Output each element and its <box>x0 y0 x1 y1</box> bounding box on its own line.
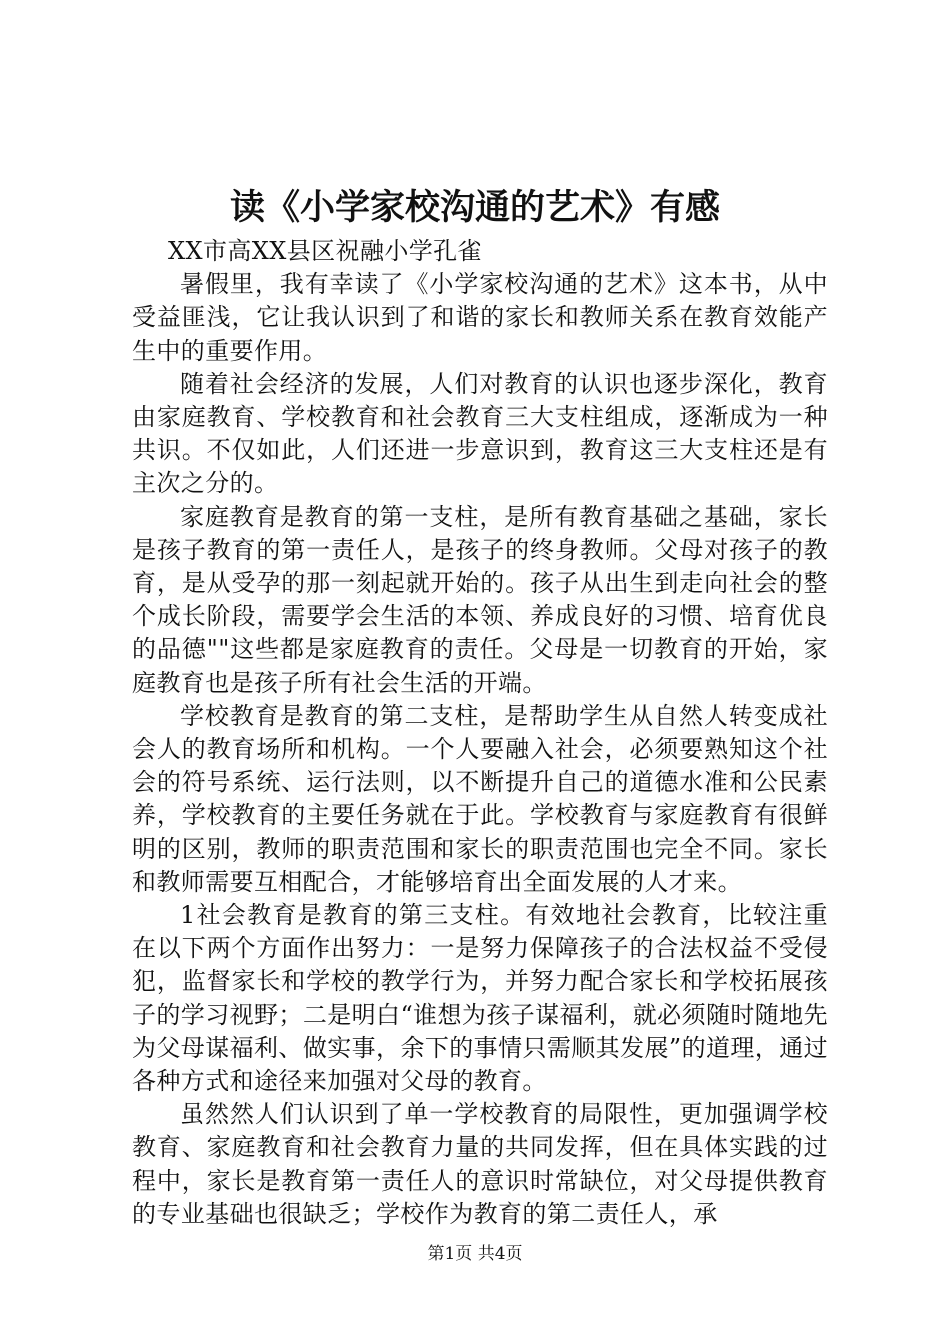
paragraph: 家庭教育是教育的第一支柱，是所有教育基础之基础，家长是孩子教育的第一责任人，是孩子的终身教师。父母对孩子的教育，是从受孕的那一刻起就开始的。孩子从出生到走向社会的整个成长阶段，需要学会生活的本领、养成良好的习惯、培育优良的品德""这些都是家庭教育的责任。父母是一切教育的开始，家庭教育也是孩子所有社会生活的开端。 <box>132 502 828 697</box>
paragraph: 学校教育是教育的第二支柱，是帮助学生从自然人转变成社会人的教育场所和机构。一个人要融入社会，必须要熟知这个社会的符号系统、运行法则，以不断提升自己的道德水准和公民素养，学校教育的主要任务就在于此。学校教育与家庭教育有很鲜明的区别，教师的职责范围和家长的职责范围也完全不同。家长和教师需要互相配合，才能够培育出全面发展的人才来。 <box>132 701 828 896</box>
author-line: XX市高XX县区祝融小学孔雀 <box>168 237 482 265</box>
paragraph: 1社会教育是教育的第三支柱。有效地社会教育，比较注重在以下两个方面作出努力：一是努力保障孩子的合法权益不受侵犯，监督家长和学校的教学行为，并努力配合家长和学校拓展孩子的学习视野；二是明白“谁想为孩子谋福利，就必须随时随地先为父母谋福利、做实事，余下的事情只需顺其发展”的道理，通过各种方式和途径来加强对父母的教育。 <box>132 901 828 1096</box>
document-title: 读《小学家校沟通的艺术》有感 <box>229 187 720 228</box>
paragraph: 暑假里，我有幸读了《小学家校沟通的艺术》这本书，从中受益匪浅，它让我认识到了和谐的家长和教师关系在教育效能产生中的重要作用。 <box>132 270 828 365</box>
page-footer: 第1页 共4页 <box>427 1244 523 1264</box>
document-body <box>132 235 828 1231</box>
paragraph: 虽然然人们认识到了单一学校教育的局限性，更加强调学校教育、家庭教育和社会教育力量的共同发挥，但在具体实践的过程中，家长是教育第一责任人的意识时常缺位，对父母提供教育的专业基础也很缺乏；学校作为教育的第二责任人，承 <box>132 1100 828 1228</box>
paragraph: 随着社会经济的发展，人们对教育的认识也逐步深化，教育由家庭教育、学校教育和社会教育三大支柱组成，逐渐成为一种共识。不仅如此，人们还进一步意识到，教育这三大支柱还是有主次之分的。 <box>132 369 828 498</box>
